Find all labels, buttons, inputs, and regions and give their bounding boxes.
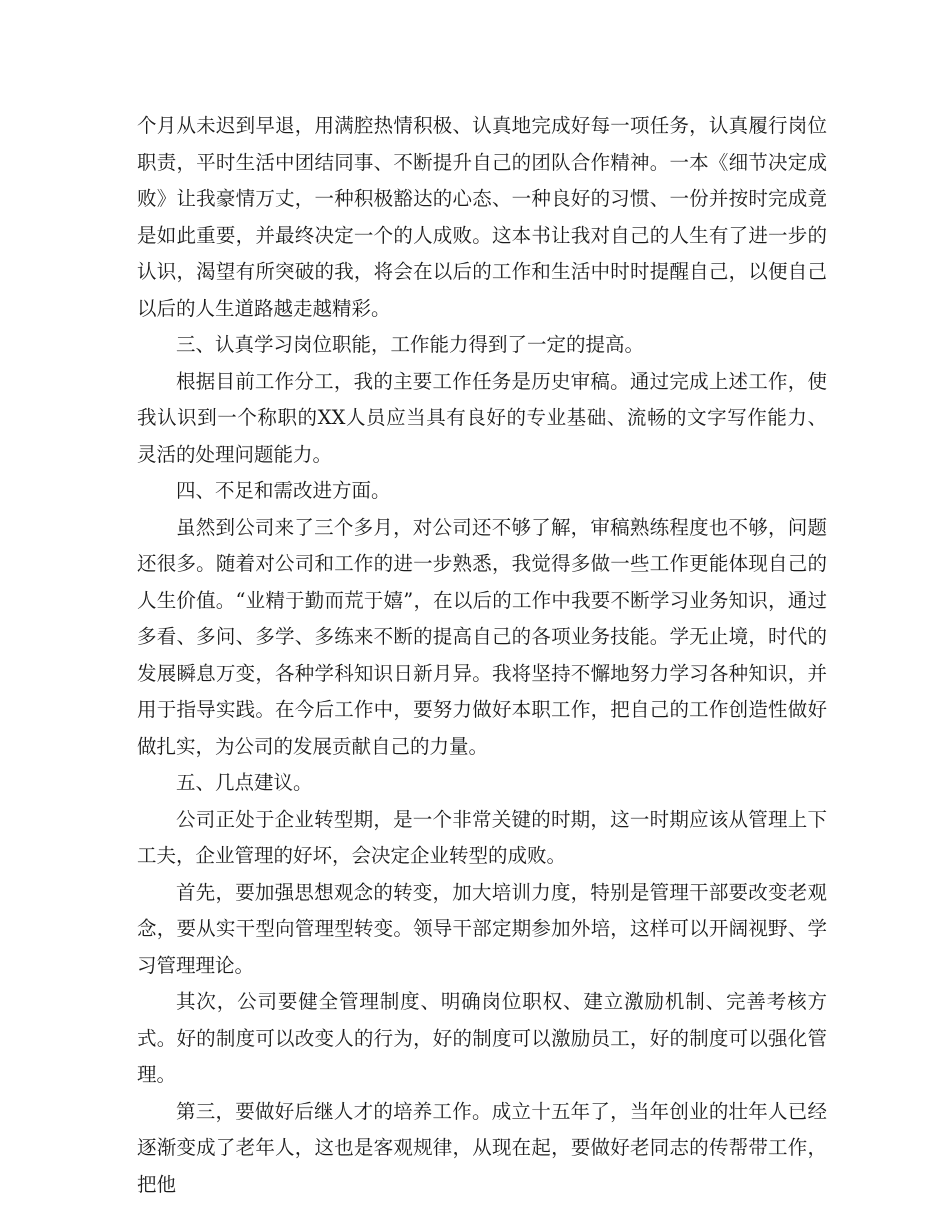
section-heading-five: 五、几点建议。 xyxy=(176,771,313,794)
document-body xyxy=(137,108,827,1203)
paragraph-work-tasks: 根据目前工作分工，我的主要工作任务是历史审稿。通过完成上述工作，使我认识到一个称职的XX人员应当具有良好的专业基础、流畅的文字写作能力、灵活的处理问题能力。 xyxy=(137,369,827,466)
paragraph-first-suggestion: 首先，要加强思想观念的转变，加大培训力度，特别是管理干部要改变老观念，要从实干型向管理型转变。领导干部定期参加外培，这样可以开阔视野、学习管理理论。 xyxy=(137,880,827,977)
paragraph-continuation: 个月从未迟到早退，用满腔热情积极、认真地完成好每一项任务，认真履行岗位职责，平时生活中团结同事、不断提升自己的团队合作精神。一本《细节决定成败》让我豪情万丈，一种积极豁达的心态、一种良好的习惯、一份并按时完成竟是如此重要，并最终决定一个的人成败。这本书让我对自己的人生有了进一步的认识，渴望有所突破的我，将会在以后的工作和生活中时时提醒自己，以便自己以后的人生道路越走越精彩。 xyxy=(137,114,827,320)
paragraph-second-suggestion: 其次，公司要健全管理制度、明确岗位职权、建立激励机制、完善考核方式。好的制度可以改变人的行为，好的制度可以激励员工，好的制度可以强化管理。 xyxy=(137,990,827,1086)
section-heading-four: 四、不足和需改进方面。 xyxy=(176,479,391,502)
paragraph-shortcomings: 虽然到公司来了三个多月，对公司还不够了解，审稿熟练程度也不够，问题还很多。随着对公司和工作的进一步熟悉，我觉得多做一些工作更能体现自己的人生价值。“业精于勤而荒于嬉”，在以后的工作中我要不断学习业务知识，通过多看、多问、多学、多练来不断的提高自己的各项业务技能。学无止境，时代的发展瞬息万变，各种学科知识日新月异。我将坚持不懈地努力学习各种知识，并用于指导实践。在今后工作中，要努力做好本职工作，把自己的工作创造性做好做扎实，为公司的发展贡献自己的力量。 xyxy=(137,515,827,758)
section-heading-three: 三、认真学习岗位职能，工作能力得到了一定的提高。 xyxy=(176,333,645,356)
paragraph-transition-period: 公司正处于企业转型期，是一个非常关键的时期，这一时期应该从管理上下工夫，企业管理的好坏，会决定企业转型的成败。 xyxy=(137,807,827,867)
paragraph-third-suggestion: 第三，要做好后继人才的培养工作。成立十五年了，当年创业的壮年人已经逐渐变成了老年人，这也是客观规律，从现在起，要做好老同志的传帮带工作，把他 xyxy=(137,1099,827,1196)
